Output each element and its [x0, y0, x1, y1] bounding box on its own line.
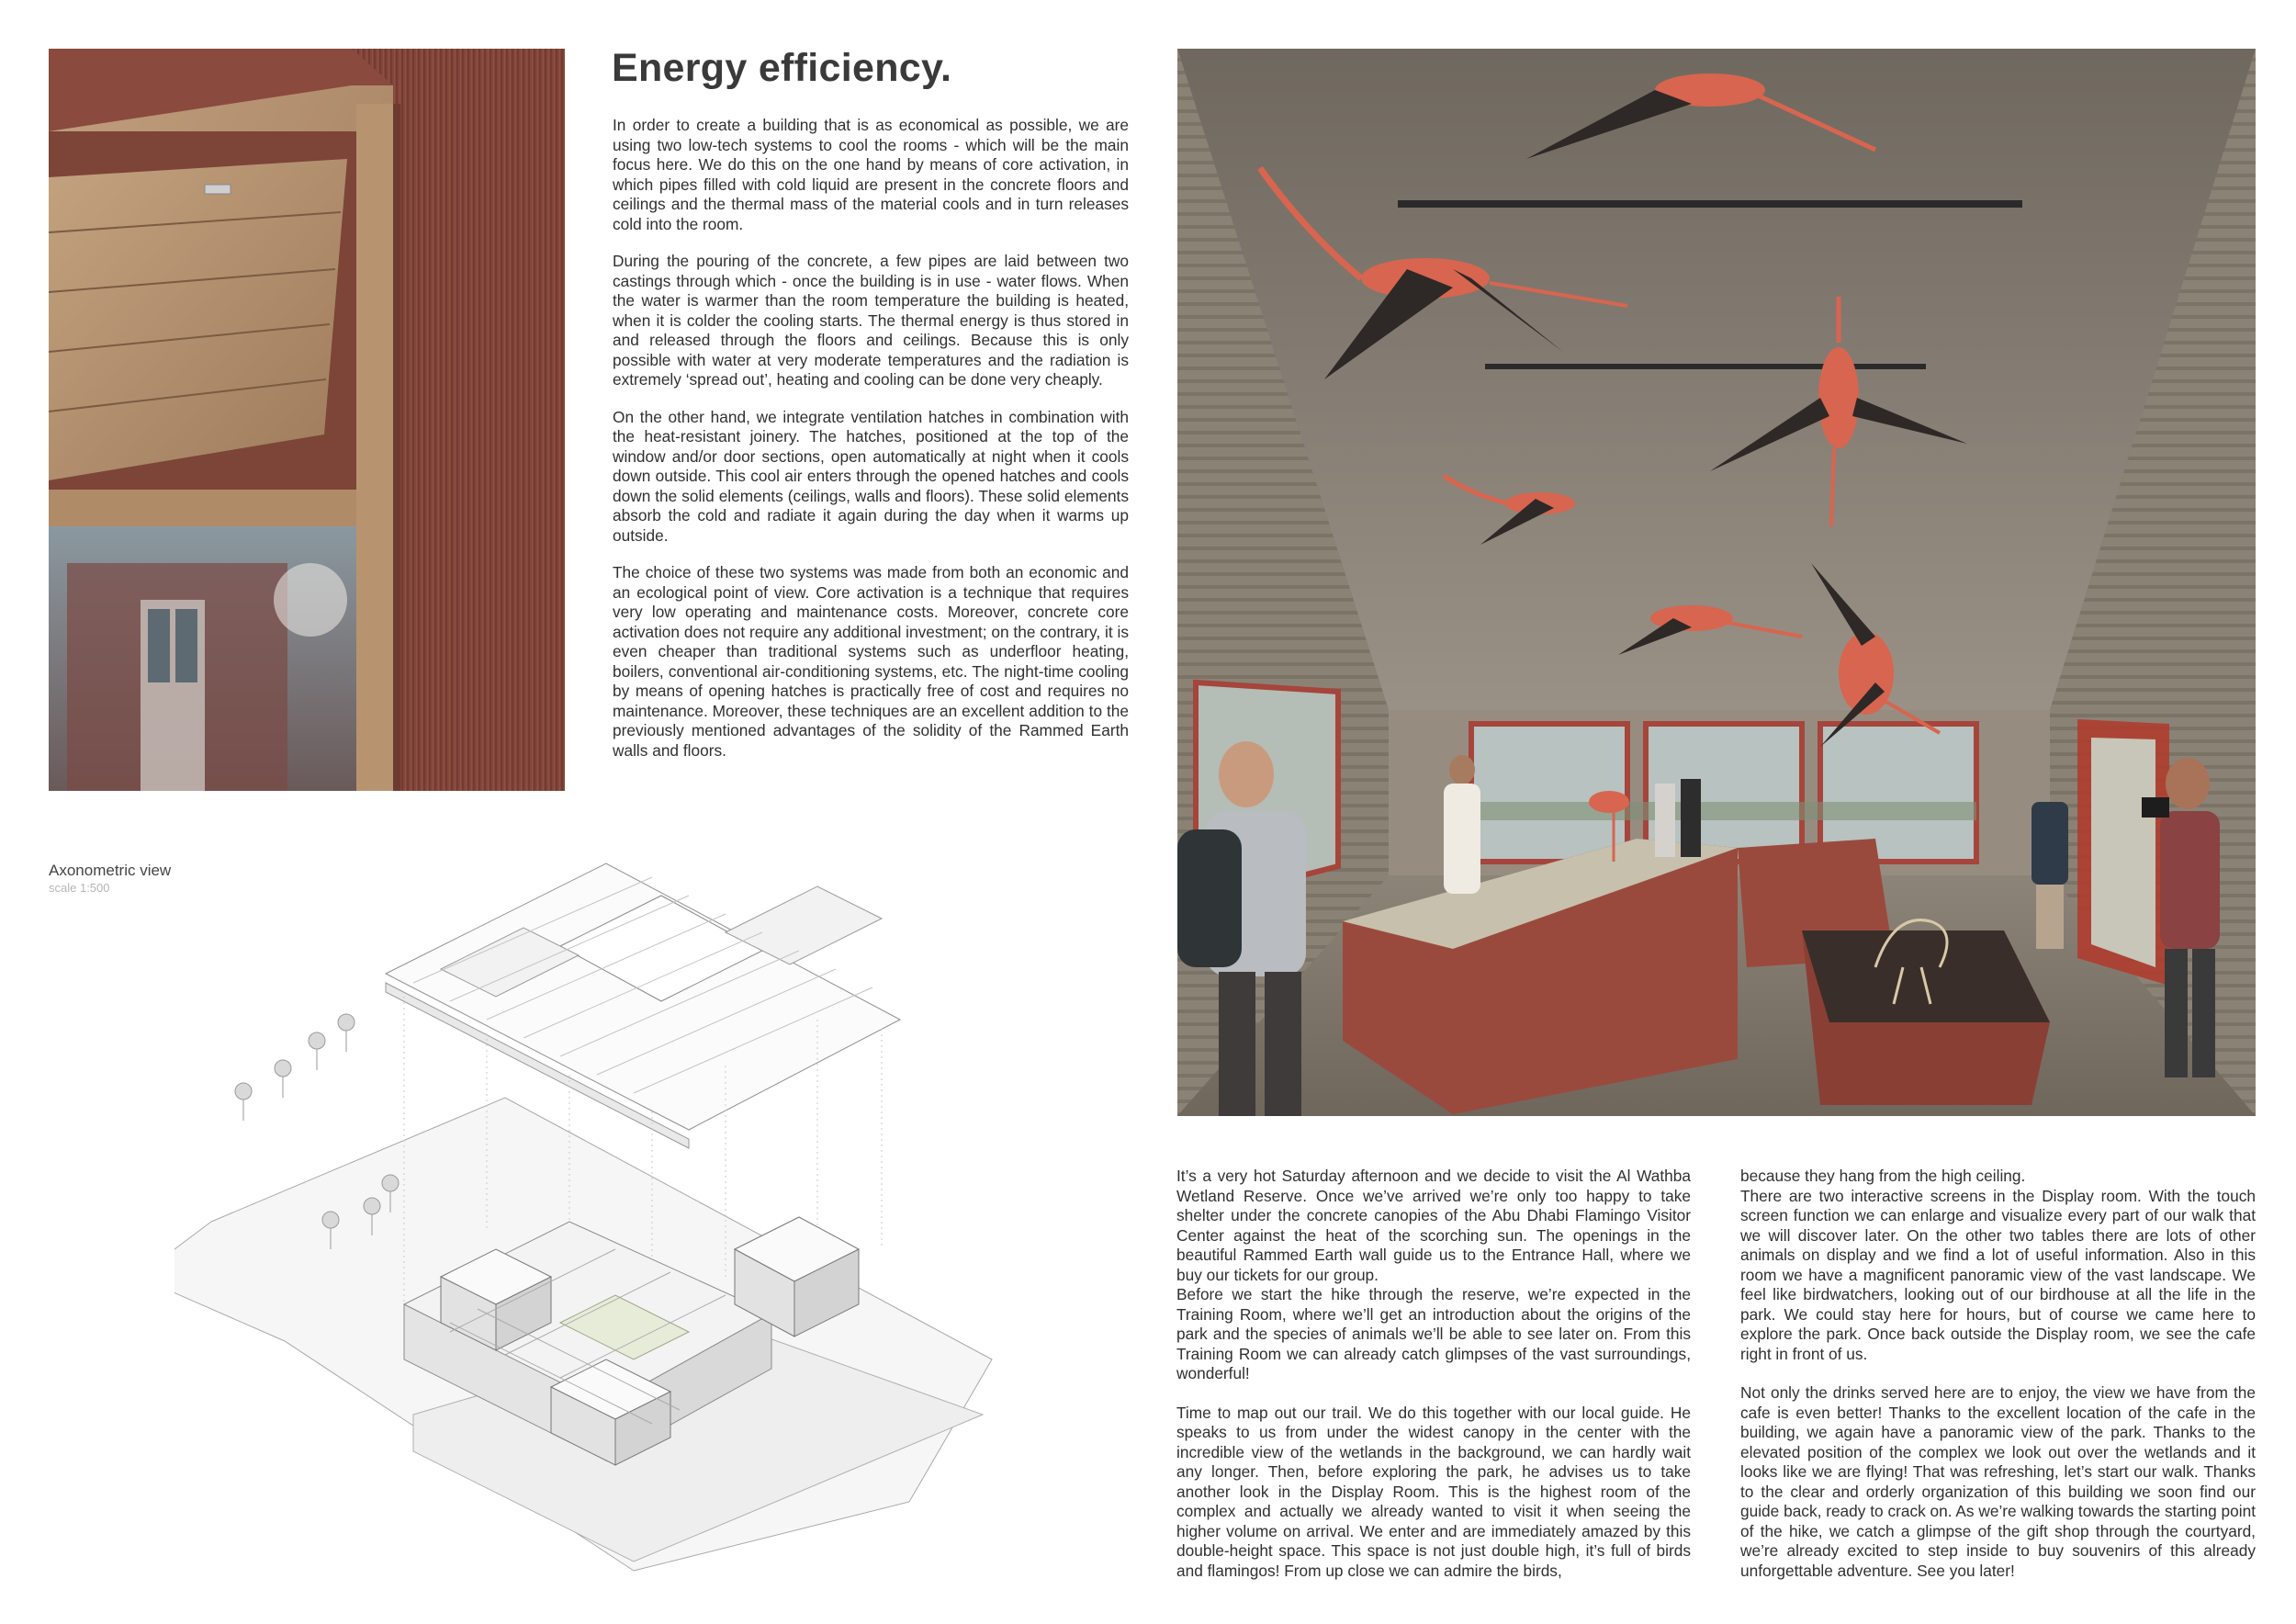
axonometric-drawing — [174, 845, 1001, 1580]
axonometric-scale: scale 1:500 — [49, 881, 110, 895]
body-paragraph: During the pouring of the concrete, a few pipes are laid between two castings through which - once the building is in use - water flows. When the water is warmer than the room temperature the building is heated, when it is colder the cooling starts. The thermal energy is thus stored in and released through the floors and ceilings. Because this is only possible with water at very moderate temperatures and the radiation is extremely ‘spread out’, heating and cooling can be done very cheaply. — [613, 252, 1129, 389]
body-paragraph: On the other hand, we integrate ventilation hatches in combination with the heat-resistant joinery. The hatches, positioned at the top of the window and/or door sections, open automatically at night when it cools down outside. This cool air enters through the opened hatches and cools down the solid elements (ceilings, walls and floors). These solid elements absorb the cold and radiate it again during the day when it warms up outside. — [613, 407, 1129, 545]
body-paragraph: In order to create a building that is as economical as possible, we are using two low-tech systems to cool the rooms - which will be the main focus here. We do this on the one hand by means of core activation, in which pipes filled with cold liquid are present in the concrete floors and ceilings and the thermal mass of the material cools and in turn releases cold into the room. — [613, 116, 1129, 233]
story-paragraph: It’s a very hot Saturday afternoon and we decide to visit the Al Wathba Wetland Reserve. Once we’ve arrived we’re only too happy to take shelter under the concrete canopies of the Abu Dhabi Flamingo Visitor Center against the heat of the scorching sun. The openings in the beautiful Rammed Earth wall guide us to the Entrance Hall, where we buy our tickets for our group. Before we start the hike through the reserve, we’re expected in the Training Room, where we’ll get an introduction about the origins of the park and the species of animals we’ll be able to see later on. From this Training Room we can already catch glimpses of the vast surroundings, wonderful! — [1176, 1167, 1691, 1382]
ventilation-hatch-illustration — [49, 49, 565, 791]
axonometric-title: Axonometric view — [49, 862, 172, 879]
story-paragraph: because they hang from the high ceiling. There are two interactive screens in the Display room. With the touch screen function we can enlarge and visualize every part of our walk that we will discover later. On the other two tables there are lots of other animals on display and we find a lot of useful information. Also in this room we have a magnificent panoramic view of the vast landscape. We feel like birdwatchers, looking out of our birdhouse at all the life in the park. We could stay here for hours, but of course we came here to explore the park. Once back outside the Display room, we see the cafe right in front of us. — [1740, 1167, 2256, 1363]
energy-text-column — [613, 116, 1129, 778]
display-room-render — [1177, 49, 2256, 1116]
story-paragraph: Time to map out our trail. We do this together with our local guide. He speaks to us from under the widest canopy in the center with the incredible view of the wetlands in the background, we can hardly wait any longer. Then, before exploring the park, he advises us to take another look in the Display Room. This is the highest room of the complex and actually we already wanted to visit it when seeing the higher volume on arrival. We enter and are immediately amazed by this double-height space. This space is not just double high, it’s full of birds and flamingos! From up close we can admire the birds, — [1176, 1403, 1691, 1580]
display-room-illustration — [1177, 49, 2256, 1116]
story-column-right — [1740, 1167, 2256, 1600]
axonometric-illustration — [174, 845, 1001, 1580]
axonometric-caption — [49, 862, 171, 895]
photo-ventilation-hatch — [49, 49, 565, 791]
body-paragraph: The choice of these two systems was made from both an economic and an ecological point of view. Core activation is a technique that requires very low operating and maintenance costs. Moreover, concrete core activation does not require any additional investment; on the contrary, it is even cheaper than traditional systems such as underfloor heating, boilers, conventional air-conditioning systems, etc. The night-time cooling by means of opening hatches is practically free of cost and requires no maintenance. Moreover, these techniques are an excellent addition to the previously mentioned advantages of the solidity of the Rammed Earth walls and floors. — [613, 563, 1129, 760]
story-paragraph: Not only the drinks served here are to enjoy, the view we have from the cafe is even better! Thanks to the excellent location of the cafe in the building, we again have a panoramic view of the park. Thanks to the elevated position of the complex we look out over the wetlands and it looks like we are flying! That was refreshing, let’s start our walk. Thanks to the clear and orderly organization of this building we soon find our guide back, ready to crack on. As we’re walking towards the starting point of the hike, we catch a glimpse of the gift shop through the courtyard, we’re already excited to step inside to buy souvenirs of this already unforgettable adventure. See you later! — [1740, 1383, 2256, 1580]
story-column-left — [1176, 1167, 1691, 1600]
page-title: Energy efficiency. — [612, 46, 952, 90]
